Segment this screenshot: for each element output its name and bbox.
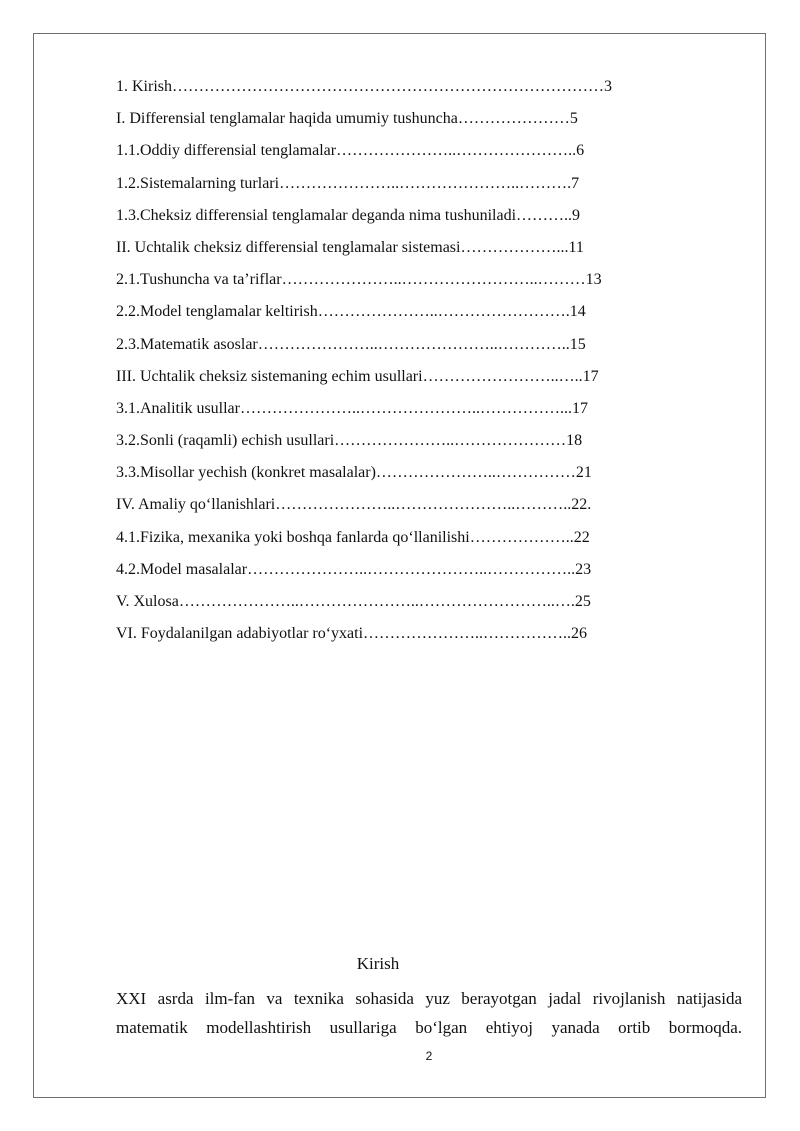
toc-entry: 4.2.Model masalalar…………………..…………………..……………..23 [116, 560, 592, 578]
toc-entry: 3.2.Sonli (raqamli) echish usullari…………………..…………………18 [116, 432, 583, 450]
toc-entry: 4.1.Fizika, mexanika yoki boshqa fanlarda qo‘llanilishi………………..22 [116, 528, 590, 546]
toc-entry: 1.2.Sistemalarning turlari…………………..…………………..……….7 [116, 174, 580, 192]
toc-entry: V. Xulosa…………………..…………………..……………………..….25 [116, 593, 591, 610]
toc-entry: 3.1.Analitik usullar…………………..…………………..……………...17 [116, 399, 588, 417]
toc-entry: 2.1.Tushuncha va ta’riflar…………………..……………………..………13 [116, 271, 602, 289]
toc-entry: II. Uchtalik cheksiz differensial tenglamalar sistemasi………………...11 [116, 238, 584, 256]
toc-entry: 2.2.Model tenglamalar keltirish…………………..…………………….14 [116, 303, 586, 321]
section-heading: Kirish [356, 954, 400, 973]
toc-entry: 3.3.Misollar yechish (konkret masalalar)…………………..……………21 [116, 464, 592, 482]
body-paragraph: XXI asrda ilm-fan va texnika sohasida yuz berayotgan jadal rivojlanish natijasida matematik modellashtirish usullariga bo‘lgan ehtiyoj yanada ortib bormoqda. [116, 989, 742, 1037]
toc-entry: IV. Amaliy qo‘llanishlari…………………..…………………..………..22. [116, 496, 592, 514]
toc-entry: 1. Kirish………………………………………………………………………3 [116, 78, 612, 95]
toc-entry: 1.1.Oddiy differensial tenglamalar…………………..…………………..6 [116, 142, 585, 160]
toc-entry: III. Uchtalik cheksiz sistemaning echim usullari……………………..…..17 [116, 367, 599, 385]
toc-entry: 1.3.Cheksiz differensial tenglamalar deganda nima tushuniladi………..9 [116, 206, 581, 224]
toc-entry: 2.3.Matematik asoslar…………………..…………………..…………..15 [116, 335, 586, 353]
toc-entry: I. Differensial tenglamalar haqida umumiy tushuncha…………………5 [116, 110, 578, 128]
table-of-contents [116, 76, 696, 655]
toc-entry: VI. Foydalanilgan adabiyotlar ro‘yxati…………………..……………..26 [116, 625, 588, 643]
page-number: 2 [425, 1049, 433, 1063]
